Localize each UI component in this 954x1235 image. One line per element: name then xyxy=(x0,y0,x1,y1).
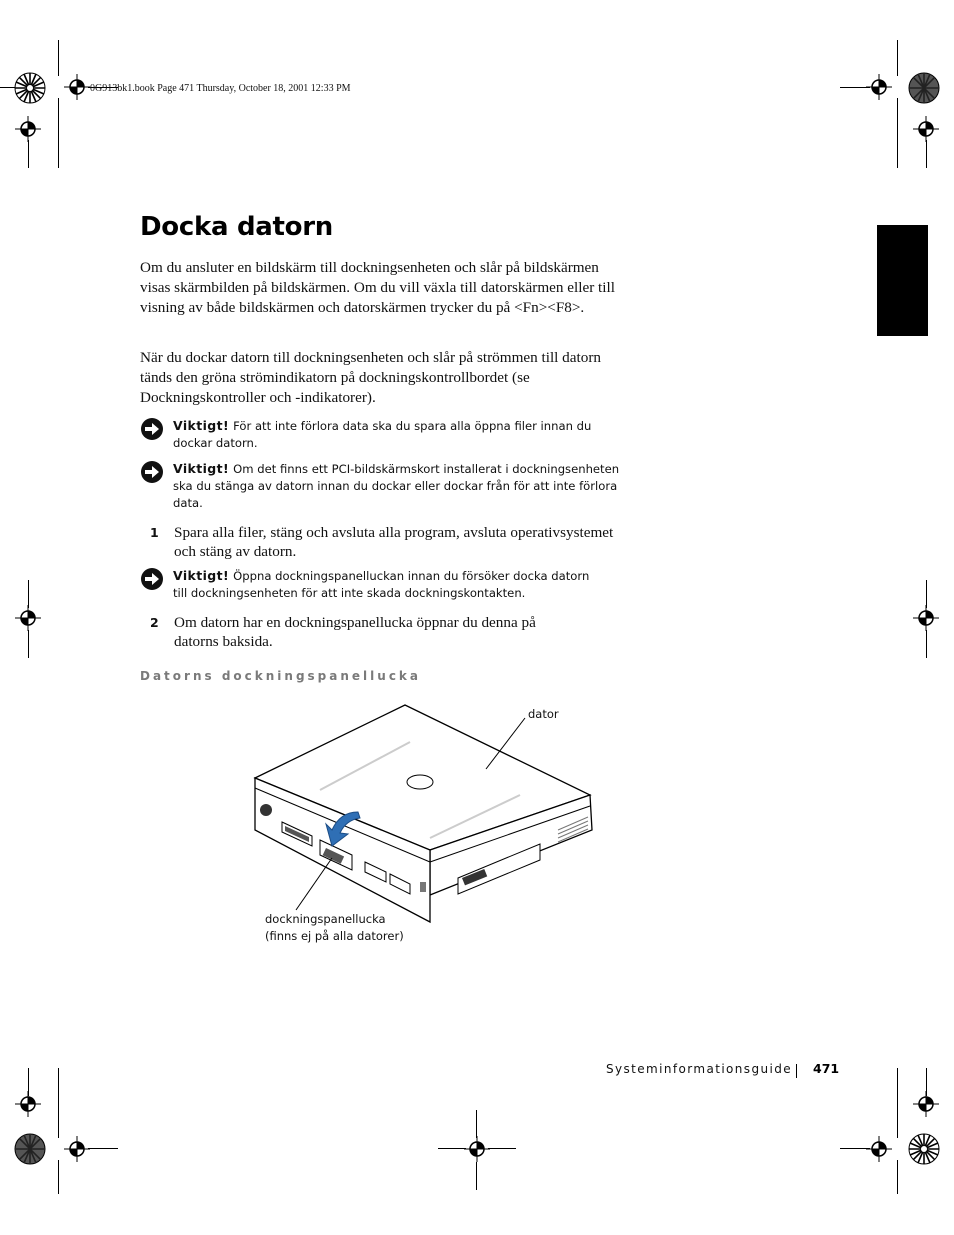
body-paragraph: Om du ansluter en bildskärm till dockningsenheten och slår på bildskärmen visas skärmbilden på bildskärmen. Om du vill växla till datorskärmen eller till visning av både bildskärmen och datorskärmen trycker du på <Fn><F8>. xyxy=(140,259,615,316)
note-body: Om det finns ett PCI-bildskärmskort installerat i dockningsenheten ska du stänga av datorn innan du dockar eller dockar från för att inte förlora data. xyxy=(173,462,620,510)
arrow-right-icon xyxy=(140,460,164,484)
note-body: Öppna dockningspanelluckan innan du försöker docka datorn till dockningsenheten för att inte skada dockningskontakten. xyxy=(173,569,590,600)
note-text xyxy=(173,460,633,512)
crop-line xyxy=(476,1162,477,1190)
crop-line xyxy=(897,40,898,76)
arrow-right-icon xyxy=(140,567,164,591)
registration-target-icon xyxy=(913,116,939,142)
crop-line xyxy=(897,1160,898,1194)
registration-target-icon xyxy=(913,1091,939,1117)
registration-target-icon xyxy=(64,1136,90,1162)
crop-line xyxy=(926,630,927,658)
crop-line xyxy=(438,1148,466,1149)
crop-line xyxy=(488,1148,516,1149)
note-label: Viktigt! xyxy=(173,568,230,583)
registration-target-icon xyxy=(866,74,892,100)
note-text xyxy=(173,567,593,602)
registration-target-icon xyxy=(866,1136,892,1162)
crop-line xyxy=(58,40,59,76)
crop-line xyxy=(28,580,29,608)
crop-line xyxy=(58,1160,59,1194)
crop-line xyxy=(926,140,927,168)
crop-line xyxy=(28,140,29,168)
step-number: 2 xyxy=(150,615,159,630)
note-label: Viktigt! xyxy=(173,418,230,433)
page-title: Docka datorn xyxy=(140,212,333,242)
callout-line xyxy=(290,850,350,915)
callout-dock-door xyxy=(265,911,404,945)
footer-guide-title: Systeminformationsguide xyxy=(606,1062,793,1076)
registration-target-icon xyxy=(15,1091,41,1117)
crop-line xyxy=(28,630,29,658)
starburst-mark-icon xyxy=(908,1133,940,1165)
starburst-mark-icon xyxy=(14,72,46,104)
arrow-right-icon xyxy=(140,417,164,441)
registration-target-icon xyxy=(15,116,41,142)
crop-line xyxy=(897,1068,898,1138)
figure-caption: Datorns dockningspanellucka xyxy=(140,669,422,683)
registration-target-icon xyxy=(464,1136,490,1162)
crop-line xyxy=(88,1148,118,1149)
step-number: 1 xyxy=(150,525,159,540)
callout-dock-door-line1: dockningspanellucka xyxy=(265,912,386,926)
page-number: 471 xyxy=(813,1061,840,1076)
crop-line xyxy=(58,1068,59,1138)
crop-line xyxy=(476,1110,477,1138)
starburst-mark-icon xyxy=(908,72,940,104)
callout-dock-door-line2: (finns ej på alla datorer) xyxy=(265,929,404,943)
note-label: Viktigt! xyxy=(173,461,230,476)
section-tab xyxy=(877,225,928,336)
registration-target-icon xyxy=(913,605,939,631)
step-text: Spara alla filer, stäng och avsluta alla program, avsluta operativsystemet och stäng av datorn. xyxy=(174,524,614,560)
starburst-mark-icon xyxy=(14,1133,46,1165)
registration-target-icon xyxy=(15,605,41,631)
step-text: Om datorn har en dockningspanellucka öppnar du denna på datorns baksida. xyxy=(174,614,536,650)
callout-computer: dator xyxy=(528,707,559,721)
print-header: 0G913bk1.book Page 471 Thursday, October 18, 2001 12:33 PM xyxy=(90,83,351,94)
body-paragraph: När du dockar datorn till dockningsenheten och slår på strömmen till datorn tänds den gröna strömindikatorn på dockningskontrollbordet (se Dockningskontroller och -indikatorer). xyxy=(140,349,601,406)
crop-line xyxy=(926,580,927,608)
note-text xyxy=(173,417,633,452)
note-body: För att inte förlora data ska du spara alla öppna filer innan du dockar datorn. xyxy=(173,419,592,450)
registration-target-icon xyxy=(64,74,90,100)
crop-line xyxy=(58,98,59,168)
crop-line xyxy=(897,98,898,168)
footer-separator xyxy=(796,1064,797,1078)
callout-line xyxy=(480,715,540,775)
